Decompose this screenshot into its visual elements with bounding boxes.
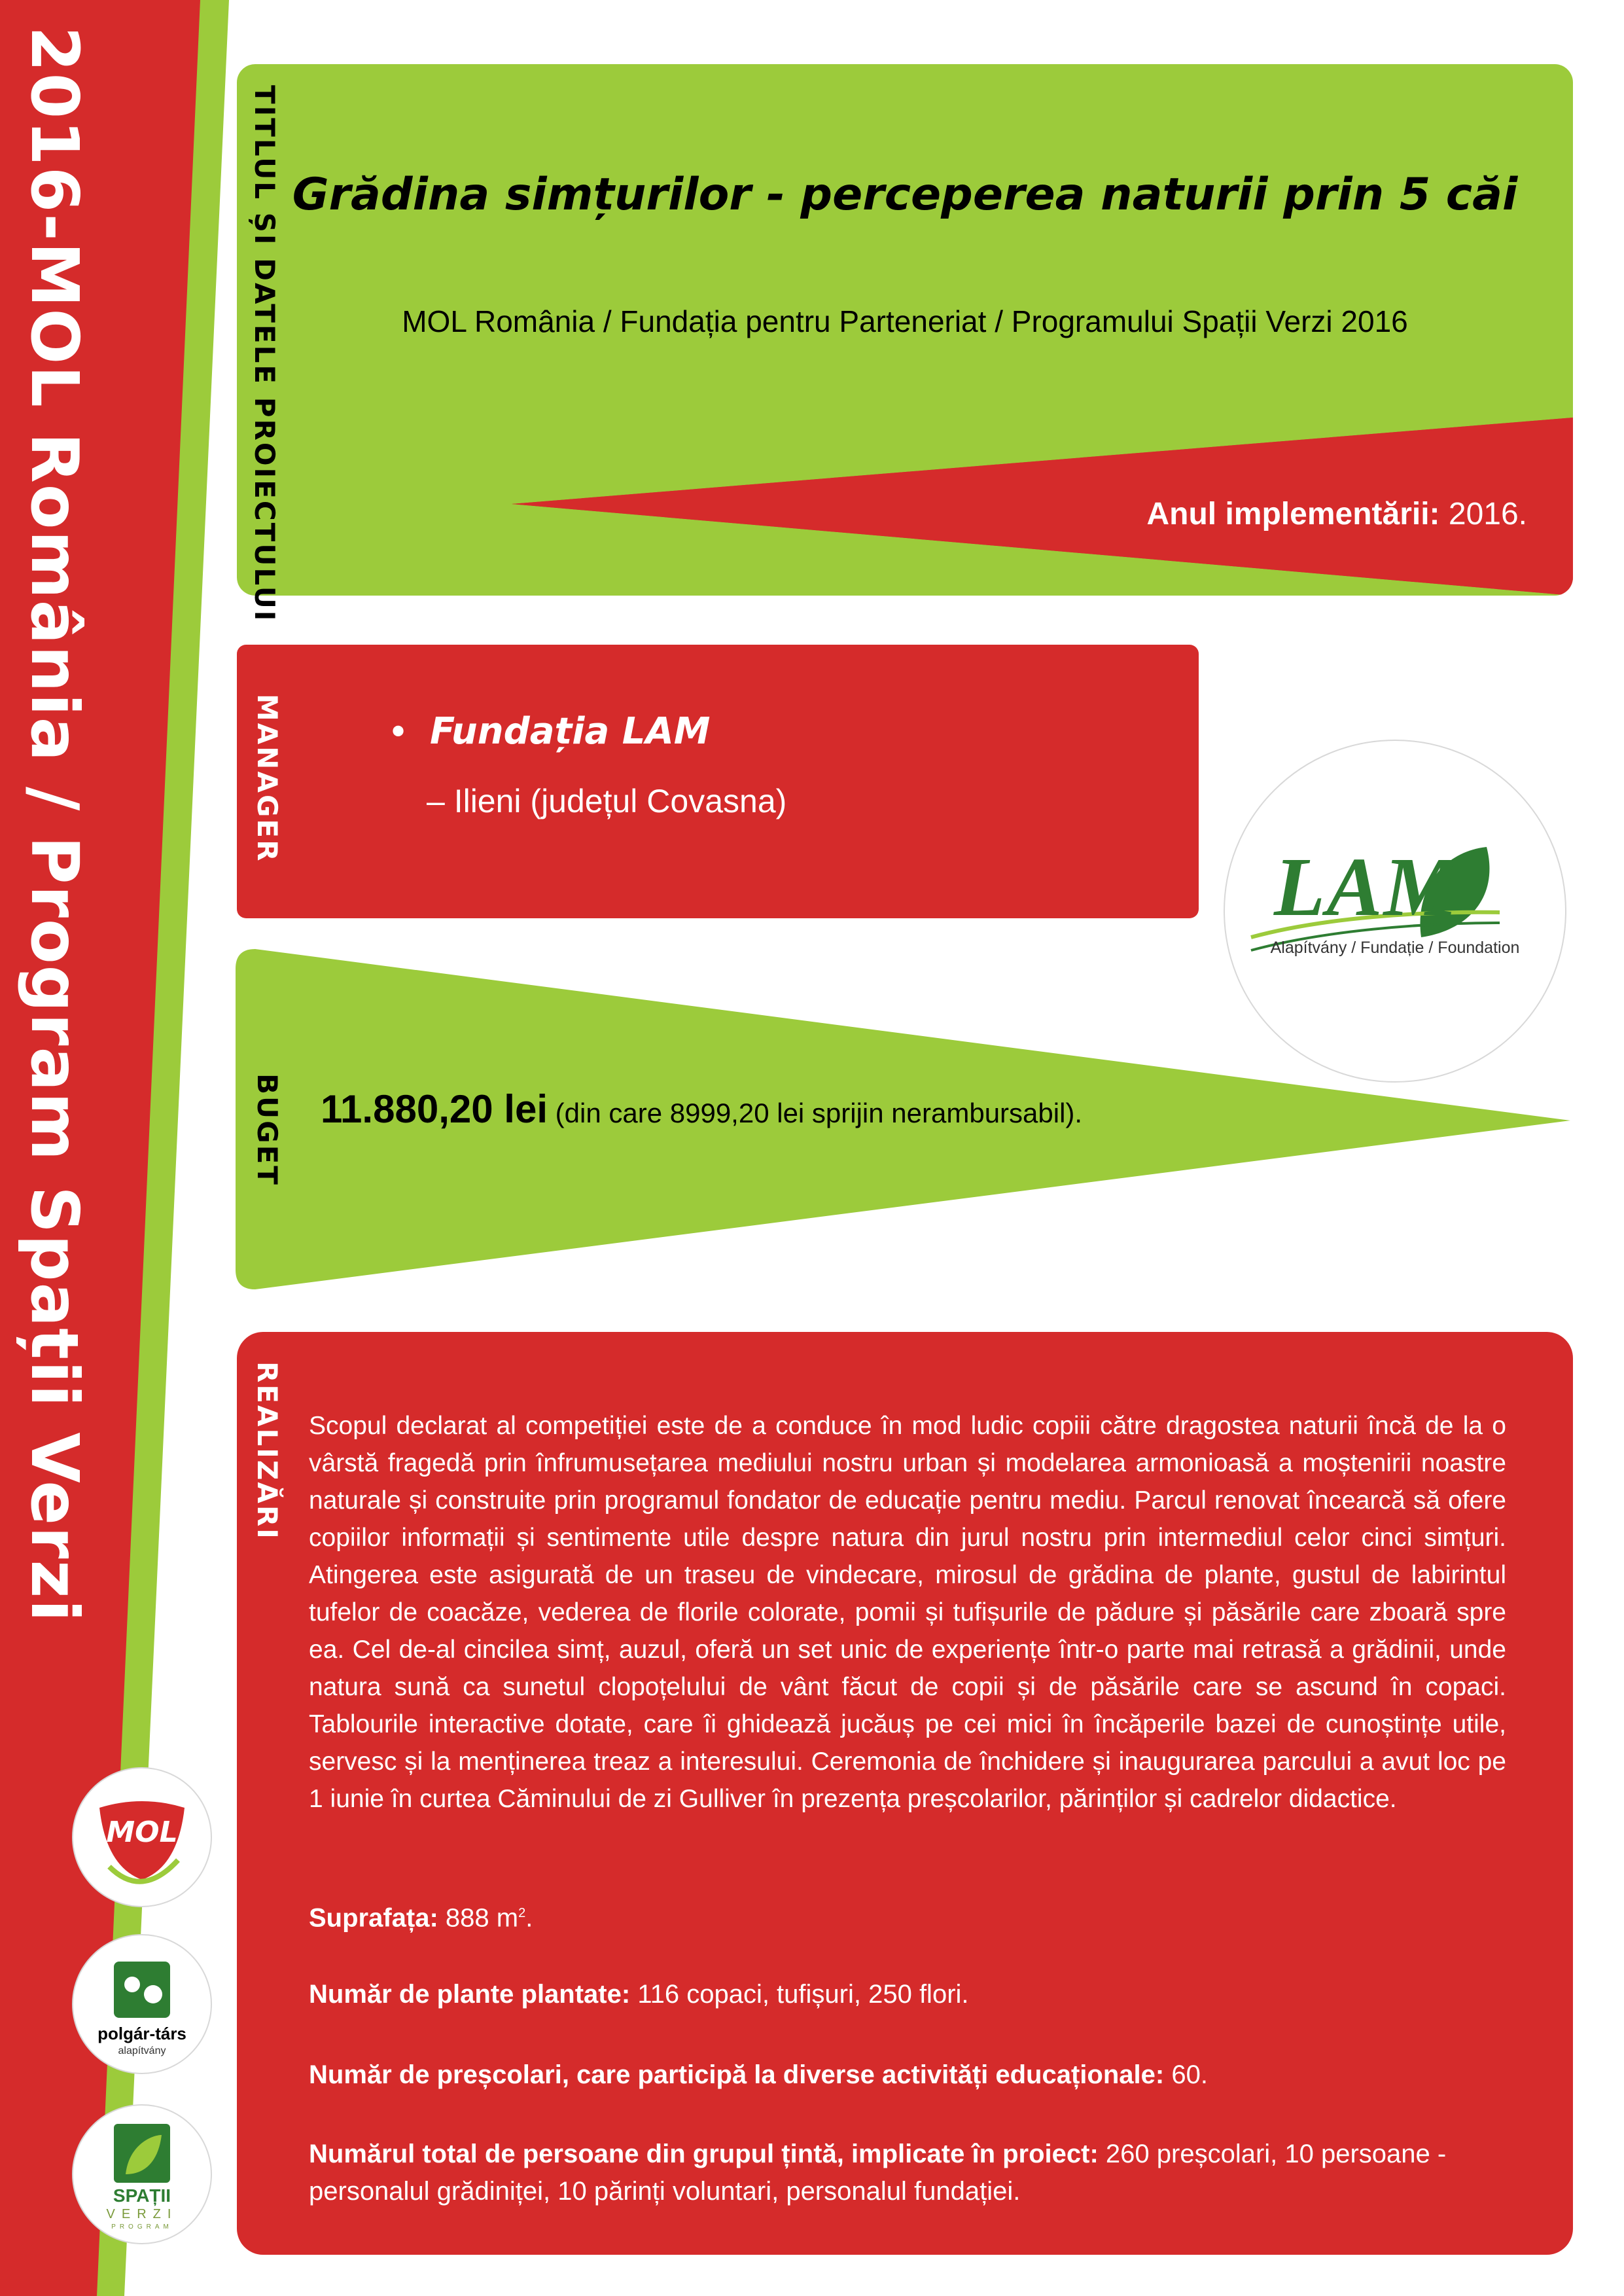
stat-area-sup: 2 bbox=[518, 1906, 526, 1920]
stat-area-end: . bbox=[525, 1903, 533, 1933]
budget-amount: 11.880,20 lei bbox=[321, 1087, 548, 1131]
project-title: Grădina simțurilor - perceperea naturii prin 5 căi bbox=[292, 169, 1518, 221]
manager-name: Fundația LAM bbox=[430, 710, 711, 753]
bullet-icon: • bbox=[387, 711, 410, 754]
stat-plants bbox=[309, 1976, 1506, 2013]
polgar-tars-logo bbox=[72, 1934, 212, 2074]
title-panel bbox=[237, 64, 1573, 596]
mol-logo-text: MOL bbox=[106, 1816, 178, 1849]
polgar-tars-text: polgár-társ bbox=[97, 2024, 186, 2043]
polgar-tars-subtext: alapítvány bbox=[118, 2045, 166, 2056]
stat-plants-value: 116 copaci, tufișuri, 250 flori. bbox=[630, 1980, 969, 2009]
section-label-title: TITLUL ȘI DATELE PROIECTULUI bbox=[249, 85, 281, 623]
stat-total bbox=[309, 2136, 1506, 2210]
results-panel bbox=[237, 1332, 1573, 2255]
budget-text bbox=[321, 1086, 1082, 1132]
spatii-verzi-icon bbox=[73, 2106, 211, 2243]
spatii-text: SPAȚII bbox=[113, 2185, 171, 2206]
banner-title: 2016-MOL România / Program Spații Verzi bbox=[16, 26, 93, 1623]
stat-preschool-value: 60. bbox=[1164, 2060, 1208, 2089]
year-label: Anul implementării: bbox=[1146, 497, 1440, 531]
budget-detail: (din care 8999,20 lei sprijin nerambursabil). bbox=[548, 1098, 1083, 1128]
spatii-verzi-logo bbox=[72, 2104, 212, 2244]
section-label-results: REALIZĂRI bbox=[251, 1361, 283, 1541]
section-label-manager: MANAGER bbox=[251, 694, 283, 863]
manager-panel bbox=[237, 645, 1199, 918]
mol-logo bbox=[72, 1767, 212, 1907]
stat-preschool-label: Număr de preșcolari, care participă la diverse activități educaționale: bbox=[309, 2060, 1165, 2089]
stat-total-label: Numărul total de persoane din grupul țintă, implicate în proiect: bbox=[309, 2140, 1099, 2168]
section-label-budget: BUGET bbox=[251, 1073, 283, 1187]
lam-logo-text: LAM bbox=[1274, 840, 1460, 933]
program-text: PROGRAM bbox=[111, 2223, 173, 2231]
verzi-text: VERZI bbox=[106, 2207, 178, 2221]
year-value: 2016. bbox=[1439, 497, 1527, 531]
stat-area-value: 888 m bbox=[438, 1903, 519, 1933]
project-subtitle: MOL România / Fundația pentru Parteneriat / Programului Spații Verzi 2016 bbox=[402, 304, 1408, 338]
lam-logo-caption: Alapítvány / Fundație / Foundation bbox=[1270, 939, 1520, 957]
manager-place: – Ilieni (județul Covasna) bbox=[427, 783, 787, 819]
implementation-year bbox=[1146, 496, 1527, 532]
stat-total-value: 260 preșcolari, 10 persoane - personalul grădiniței, 10 părinți voluntari, personalul fundației. bbox=[309, 2140, 1447, 2206]
stat-area bbox=[309, 1895, 1506, 1937]
stat-area-label: Suprafața: bbox=[309, 1903, 438, 1933]
stat-plants-label: Număr de plante plantate: bbox=[309, 1980, 631, 2009]
results-description: Scopul declarat al competiției este de a conduce în mod ludic copiii către dragostea naturii încă de la o vârstă fragedă prin înfrumusețarea mediului nostru urban și modelarea armonioasă a moștenirii noastre naturale și construite prin programul fondator de educație pentru mediu. Parcul renovat încearcă să ofere copiilor informații și sentimente utile despre natura din jurul nostru prin intermediul celor cinci simțuri. Atingerea este asigurată de un traseu de vindecare, mirosul de grădina de plante, gustul de labirintul tufelor de coacăze, vederea de florile colorate, pomii și tufișurile de pădure și păsările care zboară spre ea. Cel de-al cincilea simț, auzul, oferă un set unic de experiențe într-o parte mai retrasă a grădinii, unde natura sună ca sunetul clopoțelului de vânt făcut de copii și de păsările care se ascund în copaci. Tablourile interactive dotate, care îi ghidează jucăuș pe cei mici în încăperile bazei de cunoștințe utile, servesc și la menținerea treaz a interesului. Ceremonia de închidere și inaugurarea parcului a avut loc pe 1 iunie în curtea Căminului de zi Gulliver în prezența preșcolarilor, părinților și cadrelor didactice. bbox=[309, 1412, 1506, 1813]
stat-preschool bbox=[309, 2056, 1506, 2094]
